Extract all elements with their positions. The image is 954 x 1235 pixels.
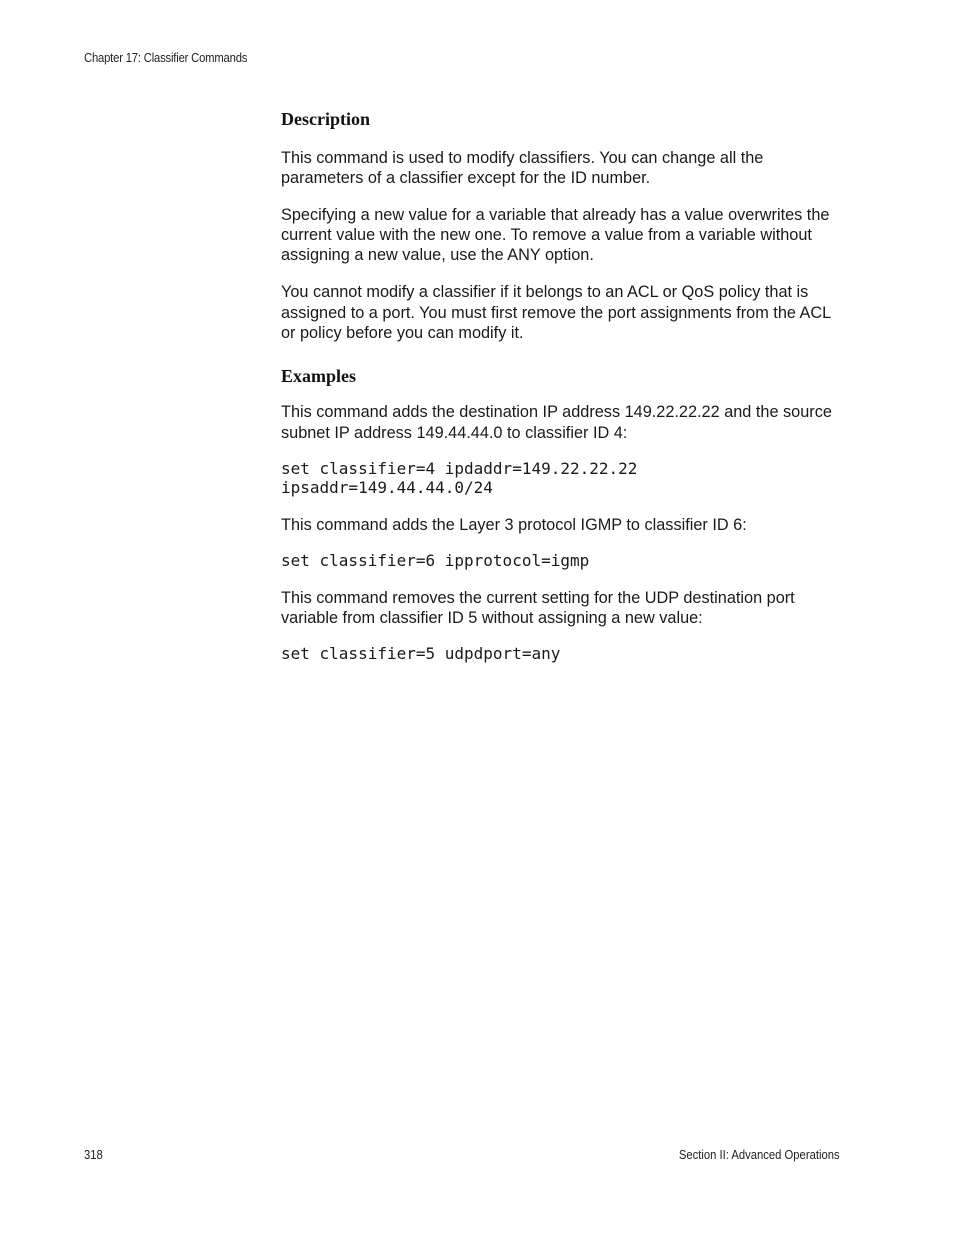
footer-section: Section II: Advanced Operations bbox=[679, 1148, 840, 1162]
description-heading: Description bbox=[281, 109, 370, 129]
example-code-2: set classifier=6 ipprotocol=igmp bbox=[281, 551, 590, 571]
examples-heading: Examples bbox=[281, 366, 357, 387]
example-text-1: This command adds the destination IP address 149.22.22.22 and the source subnet IP address 149.44.44.0 to classifier ID 4: bbox=[281, 403, 832, 442]
example-code-3: set classifier=5 udpdport=any bbox=[281, 644, 561, 664]
page-number: 318 bbox=[84, 1148, 103, 1162]
example-text-2: This command adds the Layer 3 protocol IGMP to classifier ID 6: bbox=[281, 515, 747, 534]
description-paragraph-3: You cannot modify a classifier if it belongs to an ACL or QoS policy that is assigned to a port. You must first remove the port assignments from the ACL or policy before you can modify it. bbox=[281, 283, 831, 343]
example-text-3: This command removes the current setting for the UDP destination port variable from classifier ID 5 without assigning a new value: bbox=[281, 588, 795, 628]
description-paragraph-2: Specifying a new value for a variable that already has a value overwrites the current value with the new one. To remove a value from a variable without assigning a new value, use the ANY option. bbox=[281, 205, 830, 265]
description-paragraph-1: This command is used to modify classifiers. You can change all the parameters of a classifier except for the ID number. bbox=[281, 149, 764, 188]
page-content bbox=[281, 108, 846, 664]
example-code-1: set classifier=4 ipdaddr=149.22.22.22 ipsaddr=149.44.44.0/24 bbox=[281, 458, 638, 498]
running-header: Chapter 17: Classifier Commands bbox=[84, 51, 248, 65]
